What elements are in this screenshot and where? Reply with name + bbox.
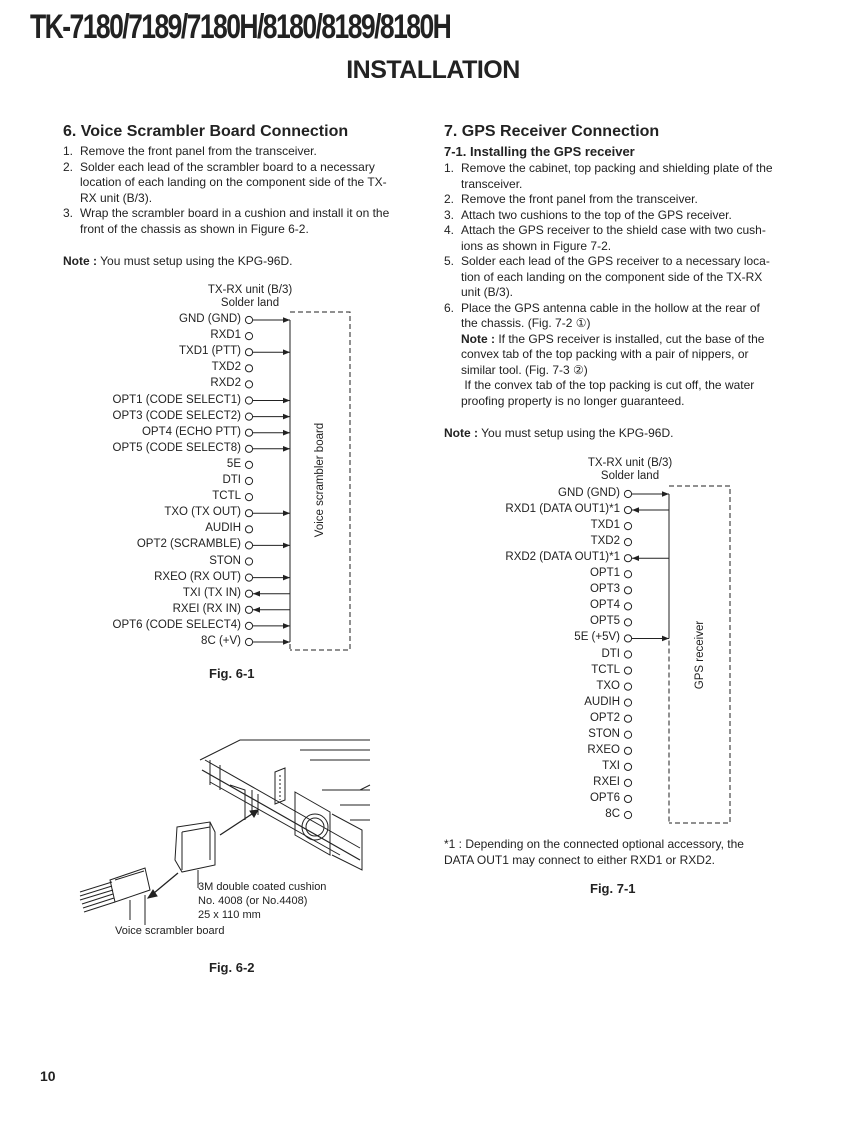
- pin-terminal-circle: [624, 699, 631, 706]
- pin-label: RXD2: [210, 377, 241, 390]
- pin-terminal-circle: [624, 795, 631, 802]
- pin-terminal-circle: [624, 747, 631, 754]
- board-label: Voice scrambler board: [314, 422, 326, 538]
- page-number: 10: [40, 1068, 56, 1084]
- step-line: Remove the cabinet, top packing and shielding plate of the: [461, 161, 773, 175]
- pin-label: TCTL: [212, 490, 241, 503]
- pin-label: TCTL: [591, 663, 620, 676]
- fig71-footnote: [444, 836, 744, 868]
- footnote-line2: DATA OUT1 may connect to either RXD1 or RXD2.: [444, 853, 715, 867]
- pin-label: AUDIH: [205, 522, 241, 535]
- step-number: 2.: [63, 159, 74, 174]
- pin-label: OPT3: [589, 583, 620, 596]
- pin-terminal-circle: [624, 683, 631, 690]
- pin-terminal-circle: [624, 555, 631, 562]
- fig61-header-line1: TX-RX unit (B/3): [207, 284, 293, 296]
- pin-terminal-circle: [624, 651, 631, 658]
- step-number: 4.: [444, 223, 455, 237]
- pin-label: OPT2 (SCRAMBLE): [136, 538, 241, 551]
- step-line: Remove the front panel from the transceiver.: [461, 192, 698, 206]
- step-number: 5.: [444, 254, 455, 268]
- pin-terminal-circle: [624, 523, 631, 530]
- step-line: ions as shown in Figure 7-2.: [461, 238, 612, 253]
- pin-terminal-circle: [624, 603, 631, 610]
- step6-note-text: If the convex tab of the top packing is cut off, the water: [461, 378, 755, 392]
- heading-voice-scrambler: 6. Voice Scrambler Board Connection: [63, 123, 349, 140]
- pin-label: OPT5 (CODE SELECT8): [112, 441, 241, 454]
- pin-terminal-circle: [624, 539, 631, 546]
- fig62-caption: Fig. 6-2: [209, 960, 255, 975]
- step-line: Wrap the scrambler board in a cushion and install it on the: [80, 206, 390, 220]
- pin-terminal-circle: [624, 506, 631, 513]
- pin-label: TXD1: [590, 519, 620, 532]
- fig61-caption: Fig. 6-1: [209, 666, 255, 681]
- step-line: Remove the front panel from the transceiver.: [80, 144, 317, 158]
- right-note-label: Note :: [444, 426, 478, 440]
- pin-label: TXI (TX IN): [182, 586, 241, 599]
- step-line: Attach the GPS receiver to the shield case with two cush-: [461, 223, 766, 237]
- pin-terminal-circle: [624, 619, 631, 626]
- pin-terminal-circle: [624, 715, 631, 722]
- cushion-label-line2: No. 4008 (or No.4408): [198, 895, 308, 907]
- step-line: location of each landing on the component side of the TX-: [80, 175, 387, 189]
- cushion-label-line1: 3M double coated cushion: [198, 881, 327, 893]
- pin-label: OPT5: [589, 615, 620, 628]
- pin-label: STON: [588, 727, 620, 740]
- pin-label: 8C: [605, 808, 620, 820]
- pin-terminal-circle: [624, 635, 631, 642]
- pin-label: 8C (+V): [201, 635, 241, 647]
- pin-terminal-circle: [624, 811, 631, 818]
- pin-terminal-circle: [624, 587, 631, 594]
- pin-terminal-circle: [624, 571, 631, 578]
- step6-note-text: If the GPS receiver is installed, cut the base of the: [498, 331, 765, 346]
- pin-terminal-circle: [624, 667, 631, 674]
- step-line: the chassis. (Fig. 7-2 ①): [461, 316, 591, 330]
- pin-label: RXD1: [210, 329, 241, 342]
- pin-label: DTI: [601, 647, 620, 660]
- section-title: INSTALLATION: [346, 56, 520, 84]
- step-line: Solder each lead of the scrambler board to a necessary: [80, 159, 375, 174]
- footnote-line1: *1 : Depending on the connected optional accessory, the: [444, 837, 744, 851]
- step-number: 3.: [63, 206, 74, 220]
- pin-label: OPT1 (CODE SELECT1): [112, 393, 241, 406]
- step-line: front of the chassis as shown in Figure 6-2.: [80, 221, 309, 236]
- left-note-text: You must setup using the KPG-96D.: [100, 254, 293, 268]
- pin-terminal-circle: [624, 763, 631, 770]
- pin-label: TXD2: [590, 535, 620, 548]
- fig71-caption: Fig. 7-1: [590, 881, 636, 896]
- pin-terminal-circle: [624, 779, 631, 786]
- step-line: tion of each landing on the component side of the TX-RX: [461, 269, 763, 284]
- pin-label: RXEO (RX OUT): [154, 570, 241, 583]
- pin-arrow-in: [632, 555, 639, 561]
- pin-label: RXEO: [587, 743, 620, 756]
- pin-terminal-circle: [624, 490, 631, 497]
- fig71-header-line1: TX-RX unit (B/3): [587, 457, 673, 469]
- pin-label: RXEI: [593, 775, 620, 788]
- fig71-header-line2: Solder land: [600, 470, 660, 482]
- pin-label: TXI: [602, 759, 620, 772]
- pin-label: OPT6: [589, 791, 620, 804]
- pin-label: TXD1 (PTT): [179, 345, 241, 358]
- pin-arrow-out: [662, 491, 669, 497]
- heading-gps-receiver: 7. GPS Receiver Connection: [444, 123, 660, 140]
- step6-note-text: similar tool. (Fig. 7-3 ②): [461, 362, 588, 377]
- board-label: GPS receiver: [693, 620, 706, 690]
- left-note-label: Note :: [63, 254, 97, 268]
- step-number: 1.: [444, 161, 455, 175]
- step-number: 2.: [444, 192, 455, 206]
- pin-label: OPT2: [589, 711, 620, 724]
- step-number: 6.: [444, 300, 455, 315]
- pin-label: TXO (TX OUT): [164, 506, 241, 519]
- pin-label: TXO: [596, 679, 620, 692]
- pin-label: OPT6 (CODE SELECT4): [112, 618, 241, 631]
- pin-label: OPT4 (ECHO PTT): [141, 425, 241, 438]
- pin-label: OPT3 (CODE SELECT2): [112, 409, 241, 422]
- pin-label: AUDIH: [584, 695, 620, 708]
- pin-label: OPT4: [589, 599, 620, 612]
- pin-label: RXD2 (DATA OUT1)*1: [505, 551, 620, 564]
- fig61-header-line2: Solder land: [220, 297, 280, 309]
- step6-note-label: Note :: [461, 331, 495, 346]
- pin-label: RXEI (RX IN): [172, 602, 241, 615]
- step-number: 3.: [444, 207, 455, 222]
- cushion-label-line3: 25 x 110 mm: [198, 909, 261, 921]
- step-line: Place the GPS antenna cable in the hollow at the rear of: [461, 300, 760, 315]
- step-line: unit (B/3).: [461, 285, 514, 299]
- pin-label: GND (GND): [179, 313, 241, 325]
- step-number: 1.: [63, 144, 74, 158]
- pin-label: RXD1 (DATA OUT1)*1: [505, 503, 620, 516]
- pin-label: GND (GND): [558, 487, 620, 499]
- pin-label: TXD2: [211, 361, 241, 374]
- step-line: Attach two cushions to the top of the GPS receiver.: [461, 207, 732, 222]
- pin-label: DTI: [222, 474, 241, 486]
- pin-arrow-in: [632, 507, 639, 513]
- fig62-board-label: Voice scrambler board: [115, 925, 225, 937]
- pin-terminal-circle: [624, 731, 631, 738]
- step-line: Solder each lead of the GPS receiver to a necessary loca-: [461, 254, 770, 268]
- pin-label: STON: [209, 554, 241, 567]
- pin-label: 5E: [226, 457, 241, 470]
- pin-label: 5E (+5V): [574, 631, 620, 644]
- subheading-install-gps: 7-1. Installing the GPS receiver: [444, 144, 635, 159]
- step6-note-text: convex tab of the top packing with a pair of nippers, or: [461, 347, 749, 361]
- model-title: TK-7180/7189/7180H/8180/8189/8180H: [30, 8, 451, 46]
- step-line: transceiver.: [461, 176, 523, 191]
- right-note-text: You must setup using the KPG-96D.: [481, 426, 674, 440]
- step6-note-text: proofing property is no longer guaranteed.: [461, 393, 685, 408]
- pin-label: OPT1: [589, 567, 620, 580]
- step-line: RX unit (B/3).: [80, 190, 153, 205]
- pin-arrow-out: [662, 636, 669, 642]
